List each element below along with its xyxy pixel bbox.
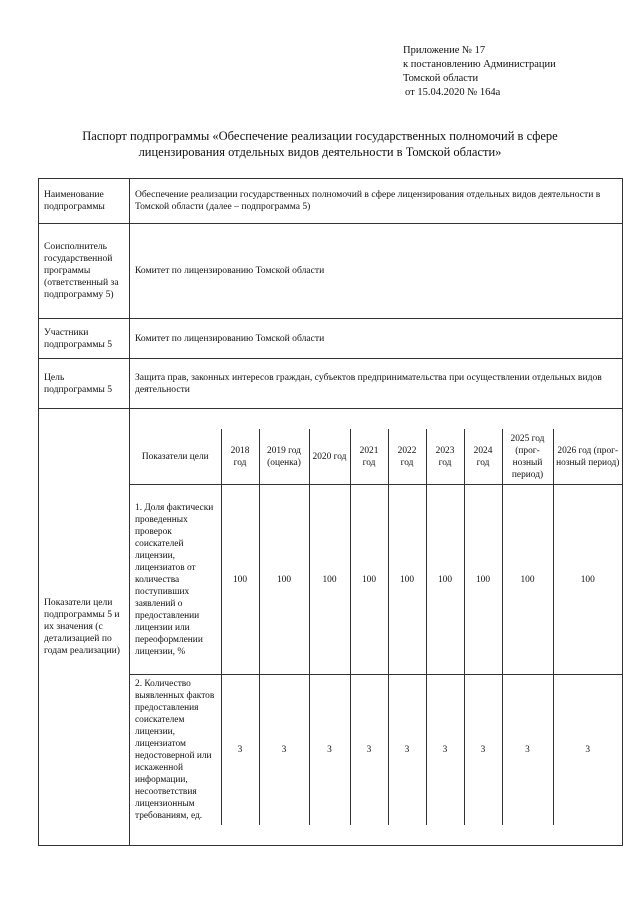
passport-table [38,178,623,846]
indicator-value: 100 [388,485,426,675]
indicator-value: 3 [350,675,388,826]
table-row [39,359,623,409]
indicator-value: 3 [221,675,259,826]
header-year: 2018 год [221,429,259,485]
indicator-value: 100 [553,485,622,675]
table-row [39,319,623,359]
indicator-value: 3 [502,675,553,826]
row-label: Показатели цели подпрограммы 5 и их значения (с детализацией по годам реализации) [39,409,130,846]
indicator-value: 3 [309,675,350,826]
row-value: Защита прав, законных интересов граждан, субъектов предпринимательства при осуществлении отдельных видов деятельности [130,359,623,409]
indicator-value: 100 [259,485,309,675]
indicator-value: 100 [464,485,502,675]
header-year: 2023 год [426,429,464,485]
appendix-line: Томской области [403,73,479,84]
row-label: Цель подпрограммы 5 [39,359,130,409]
indicator-value: 3 [259,675,309,826]
table-row [39,179,623,224]
indicator-value: 100 [309,485,350,675]
indicator-value: 3 [464,675,502,826]
table-row [39,409,623,846]
indicator-value: 3 [388,675,426,826]
title-line: лицензирования отдельных видов деятельности в Томской области» [138,145,502,159]
row-label: Наименование подпрограммы [39,179,130,224]
row-value: Комитет по лицензированию Томской области [130,224,623,319]
header-year: 2026 год (прог-нозный период) [553,429,622,485]
row-label: Соисполнитель государственной программы (ответственный за подпрограмму 5) [39,224,130,319]
appendix-line: от 15.04.2020 № 164а [405,87,501,98]
document-title [40,128,600,160]
indicator-value: 100 [502,485,553,675]
row-value: Комитет по лицензированию Томской области [130,319,623,359]
header-year: 2024 год [464,429,502,485]
indicator-table [130,429,622,826]
table-row [39,224,623,319]
header-year: 2025 год (прог-нозный период) [502,429,553,485]
indicator-value: 3 [553,675,622,826]
appendix-block [403,44,623,100]
header-year: 2021 год [350,429,388,485]
title-line: Паспорт подпрограммы «Обеспечение реализации государственных полномочий в сфере [82,129,558,143]
indicator-name: 2. Количество выявленных фактов предоставления соискателем лицензии, лицензиатом недостоверной или искаженной информации, несоответствия лицензионным требованиям, ед. [130,675,221,826]
indicator-value: 3 [426,675,464,826]
indicator-cell [130,409,623,846]
appendix-line: Приложение № 17 [403,45,486,56]
indicator-value: 100 [426,485,464,675]
row-label: Участники подпрограммы 5 [39,319,130,359]
appendix-line: к постановлению Администрации [403,59,556,70]
indicator-value: 100 [221,485,259,675]
header-year: 2019 год (оценка) [259,429,309,485]
indicator-header-row [130,429,622,485]
indicator-row [130,485,622,675]
indicator-value: 100 [350,485,388,675]
indicator-row [130,675,622,826]
row-value: Обеспечение реализации государственных полномочий в сфере лицензирования отдельных видов деятельности в Томской области (далее – подпрограмма 5) [130,179,623,224]
header-indicator-name: Показатели цели [130,429,221,485]
indicator-name: 1. Доля фактически проведенных проверок соискателей лицензии, лицензиатов от количества поступивших заявлений о предоставлении лицензии или переоформлении лицензии, % [130,485,221,675]
header-year: 2022 год [388,429,426,485]
header-year: 2020 год [309,429,350,485]
